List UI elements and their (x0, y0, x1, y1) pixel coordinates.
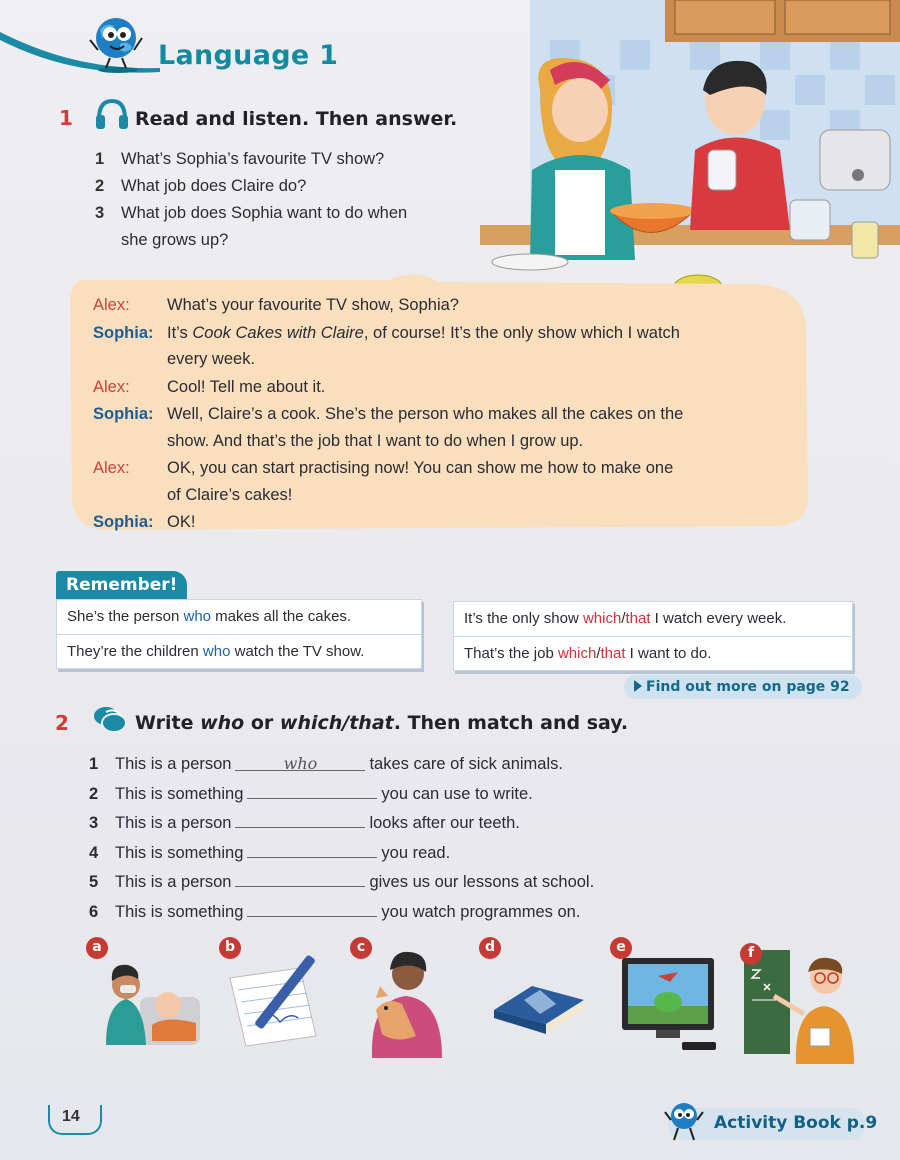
section-1-instruction: Read and listen. Then answer. (135, 108, 458, 130)
mascot-icon (86, 10, 146, 74)
exercise-number: 1 (89, 755, 99, 773)
dialogue-line (93, 509, 773, 536)
remember-text: She’s the person (67, 608, 184, 625)
section-2-instruction (135, 712, 628, 734)
dialogue-fragment: OK, you can start practising now! You can show me how to make one (167, 459, 674, 477)
remember-text: I watch every week. (650, 610, 787, 627)
exercise-number: 5 (89, 873, 99, 891)
dialogue-fragment: Well, Claire’s a cook. She’s the person who makes all the cakes on the (167, 405, 684, 423)
question-number: 3 (95, 204, 105, 222)
exercise-number: 2 (89, 784, 99, 803)
kitchen-illustration (470, 0, 900, 305)
exercise-suffix: gives us our lessons at school. (369, 873, 595, 891)
dialogue-text: What’s your favourite TV show, Sophia? (167, 296, 459, 314)
picture-badge: f (740, 943, 762, 965)
dialogue-fragment: , of course! It’s the only show which I watch (363, 323, 680, 342)
exercise-prefix: This is a person (115, 873, 232, 891)
page-number: 14 (62, 1108, 80, 1125)
exercise-number: 4 (89, 843, 99, 862)
remember-text: They’re the children (67, 643, 203, 660)
picture-badge: d (479, 937, 501, 959)
remember-example (454, 602, 852, 636)
exercise-list (89, 751, 689, 926)
remember-left-box (56, 599, 422, 669)
question-text (121, 200, 407, 254)
dentist-icon[interactable] (96, 945, 204, 1053)
dialogue-text (167, 455, 673, 508)
headphones-icon[interactable] (94, 97, 130, 131)
question-item (95, 200, 475, 254)
book-icon[interactable] (488, 960, 588, 1040)
remember-right-box (453, 601, 853, 671)
exercise-number: 3 (89, 814, 99, 832)
picture-badge: a (86, 937, 108, 959)
instruction-fragment: Write (135, 712, 201, 734)
exercise-item (89, 751, 689, 779)
remember-example (57, 634, 421, 668)
remember-text: That’s the job (464, 645, 558, 662)
speaker-name: Sophia: (93, 405, 154, 423)
activity-book-reference: Activity Book p.9 (714, 1113, 878, 1133)
exercise-item (89, 779, 689, 809)
answer-blank[interactable] (247, 897, 377, 917)
answer-text: who (283, 754, 318, 773)
remember-text: I want to do. (625, 645, 712, 662)
dialogue-text (167, 320, 680, 373)
remember-title: Remember! (56, 571, 187, 599)
dialogue-text: Cool! Tell me about it. (167, 377, 326, 396)
question-text-line: she grows up? (121, 231, 229, 249)
answer-blank[interactable] (247, 779, 377, 799)
dialogue-fragment: show. And that’s the job that I want to do when I grow up. (167, 431, 584, 450)
dialogue-line (93, 455, 773, 508)
dialogue-fragment: of Claire’s cakes! (167, 485, 293, 504)
relative-pronoun: which (557, 645, 597, 662)
remember-example (454, 636, 852, 670)
exercise-prefix: This is a person (115, 814, 232, 832)
mascot-icon (664, 1098, 704, 1142)
remember-text: / (596, 645, 601, 662)
exercise-item (89, 897, 689, 927)
dialogue-fragment: It’s (167, 323, 193, 342)
picture-badge: b (219, 937, 241, 959)
exercise-item (89, 867, 689, 897)
exercise-suffix: you watch programmes on. (381, 902, 581, 921)
find-out-more-link[interactable] (624, 675, 862, 699)
instruction-fragment: or (244, 712, 280, 734)
remember-text: watch the TV show. (230, 643, 365, 660)
exercise-number: 6 (89, 902, 99, 921)
exercise-prefix: This is a person (115, 755, 232, 773)
remember-example (57, 600, 421, 634)
speaker-name: Sophia: (93, 513, 154, 531)
remember-text: It’s the only show (464, 610, 583, 627)
section-1-number: 1 (59, 106, 73, 130)
question-number: 1 (95, 150, 105, 168)
speaker-name: Alex: (93, 296, 130, 314)
exercise-prefix: This is something (115, 902, 244, 921)
picture-badge: c (350, 937, 372, 959)
teacher-icon[interactable] (742, 944, 864, 1064)
speaker-name: Sophia: (93, 323, 154, 342)
relative-pronoun: that (625, 610, 651, 627)
relative-pronoun: who (183, 608, 212, 625)
answer-blank[interactable] (235, 751, 365, 771)
question-number: 2 (95, 177, 105, 195)
speaker-name: Alex: (93, 377, 130, 396)
find-out-more-text: Find out more on page 92 (646, 679, 850, 695)
exercise-suffix: you read. (381, 843, 451, 862)
exercise-prefix: This is something (115, 784, 244, 803)
exercise-item (89, 838, 689, 868)
question-list (95, 146, 475, 254)
question-item (95, 173, 475, 200)
dialogue-line (93, 292, 773, 319)
play-triangle-icon (634, 680, 642, 692)
dialogue-line (93, 401, 773, 454)
question-item (95, 146, 475, 173)
question-text: What job does Claire do? (121, 177, 307, 195)
dialogue-line (93, 374, 773, 401)
answer-blank[interactable] (247, 838, 377, 858)
speaker-name: Alex: (93, 459, 130, 477)
answer-blank[interactable] (235, 808, 365, 828)
lesson-title: Language 1 (158, 40, 339, 71)
instruction-fragment: which/that (279, 712, 394, 734)
exercise-suffix: you can use to write. (381, 784, 533, 803)
relative-pronoun: which (582, 610, 622, 627)
relative-pronoun: who (202, 643, 231, 660)
dialogue-line (93, 320, 773, 373)
exercise-suffix: takes care of sick animals. (369, 755, 563, 773)
relative-pronoun: that (600, 645, 626, 662)
television-icon[interactable] (618, 952, 724, 1056)
speech-bubbles-icon (92, 702, 128, 736)
remember-text: / (621, 610, 626, 627)
exercise-prefix: This is something (115, 843, 244, 862)
remember-text: makes all the cakes. (211, 608, 352, 625)
exercise-item (89, 808, 689, 838)
instruction-fragment: who (200, 712, 245, 734)
dialogue (93, 292, 773, 537)
exercise-suffix: looks after our teeth. (369, 814, 520, 832)
dialogue-text (167, 401, 683, 454)
show-title: Cook Cakes with Claire (192, 323, 364, 342)
picture-badge: e (610, 937, 632, 959)
dialogue-fragment: every week. (167, 350, 256, 368)
question-text: What’s Sophia’s favourite TV show? (121, 150, 385, 168)
answer-blank[interactable] (235, 867, 365, 887)
instruction-fragment: . Then match and say. (393, 712, 629, 734)
question-text-line: What job does Sophia want to do when (121, 204, 408, 222)
section-2-number: 2 (55, 711, 69, 735)
dialogue-text: OK! (167, 513, 196, 531)
pen-paper-icon[interactable] (220, 948, 330, 1050)
